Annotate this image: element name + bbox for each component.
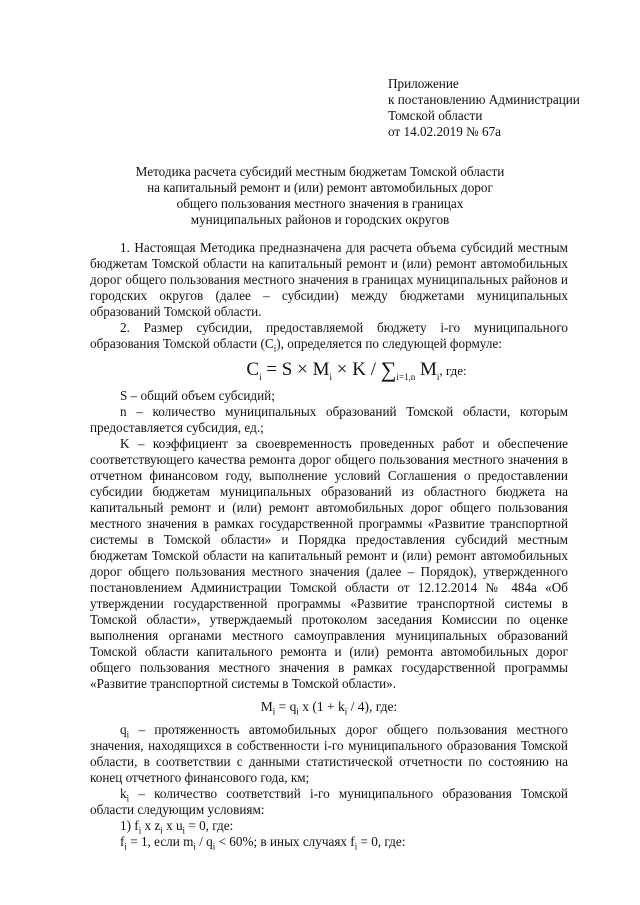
- document-title: [100, 164, 540, 228]
- appendix-line: к постановлению Администрации: [388, 92, 580, 107]
- appendix-line: Томской области: [388, 108, 483, 123]
- paragraph-1: 1. Настоящая Методика предназначена для расчета объема субсидий местным бюджетам Томской области на капитальный ремонт и (или) ремонт автомобильных дорог общего пользования местного значения в границах муниципальных районов и городских округов (далее – субсидии) между бюджетами муниципальных образований Томской области.: [90, 240, 568, 319]
- paragraph-2: 2. Размер субсидии, предоставляемой бюджету i-го муниципального образования Томской области $(C_i)$, определяется по следующей формуле:: [90, 320, 568, 354]
- document-body: [90, 240, 568, 850]
- condition-1: 1) $f_i$ x $z_i$ x $u_i = 0$, где:: [120, 818, 234, 836]
- sum-symbol-icon: ∑: [380, 357, 397, 382]
- m-formula: $M_i = q_i$ x $(1 + k_i / 4)$, где:: [260, 699, 398, 717]
- subsidy-formula: $C_i = S \times M_i \times K / \sum_{i=1,n}$ $M_i$, где:: [246, 357, 467, 382]
- definition-q: $q_i$ – протяженность автомобильных дорог общего пользования местного значения, находящихся в собственности i-го муниципального образования Томской области, в соответствии с данными статистической отчетности по состоянию на конец отчетного финансового года, км;: [90, 722, 568, 785]
- definition-s: S – общий объем субсидий;: [120, 388, 275, 403]
- appendix-block: [388, 76, 580, 140]
- title-line: Методика расчета субсидий местным бюджетам Томской области: [135, 164, 505, 179]
- title-line: на капитальный ремонт и (или) ремонт автомобильных дорог: [147, 180, 493, 195]
- title-line: муниципальных районов и городских округов: [190, 212, 450, 227]
- title-line: общего пользования местного значения в границах: [176, 196, 464, 211]
- definition-k: K – коэффициент за своевременность проведенных работ и обеспечение соответствующего качества ремонта дорог общего пользования местного значения в отчетном финансовом году, выполнение условий Соглашения о предоставлении субсидии бюджетам муниципальных образований из областного бюджета на капитальный ремонт и (или) ремонт автомобильных дорог общего пользования местного значения в рамках государственной программы «Развитие транспортной системы в Томской области» и Порядка предоставления субсидий местным бюджетам Томской области на капитальный ремонт и (или) ремонт автомобильных дорог общего пользования местного значения (далее – Порядок), утвержденного постановлением Администрации Томской области от 12.12.2014 № 484а «Об утверждении государственной программы «Развитие транспортной системы в Томской области», утверждаемый протоколом заседания Комиссии по оценке выполнения органами местного самоуправления муниципальных образований Томской области капитального ремонта и (или) ремонта автомобильных дорог общего пользования местного значения в рамках государственной программы «Развитие транспортной системы в Томской области».: [90, 436, 568, 691]
- condition-1-f: $f_i = 1$, если $m_i / q_i < 60\%$; в иных случаях $f_i = 0$, где:: [120, 834, 406, 852]
- appendix-line: от 14.02.2019 № 67а: [388, 124, 502, 139]
- definition-n: n – количество муниципальных образований Томской области, которым предоставляется субсидия, ед.;: [90, 404, 568, 435]
- appendix-line: Приложение: [388, 76, 459, 91]
- definition-k-i: $k_i$ – количество соответствий i-го муниципального образования Томской области следующим условиям:: [90, 786, 568, 817]
